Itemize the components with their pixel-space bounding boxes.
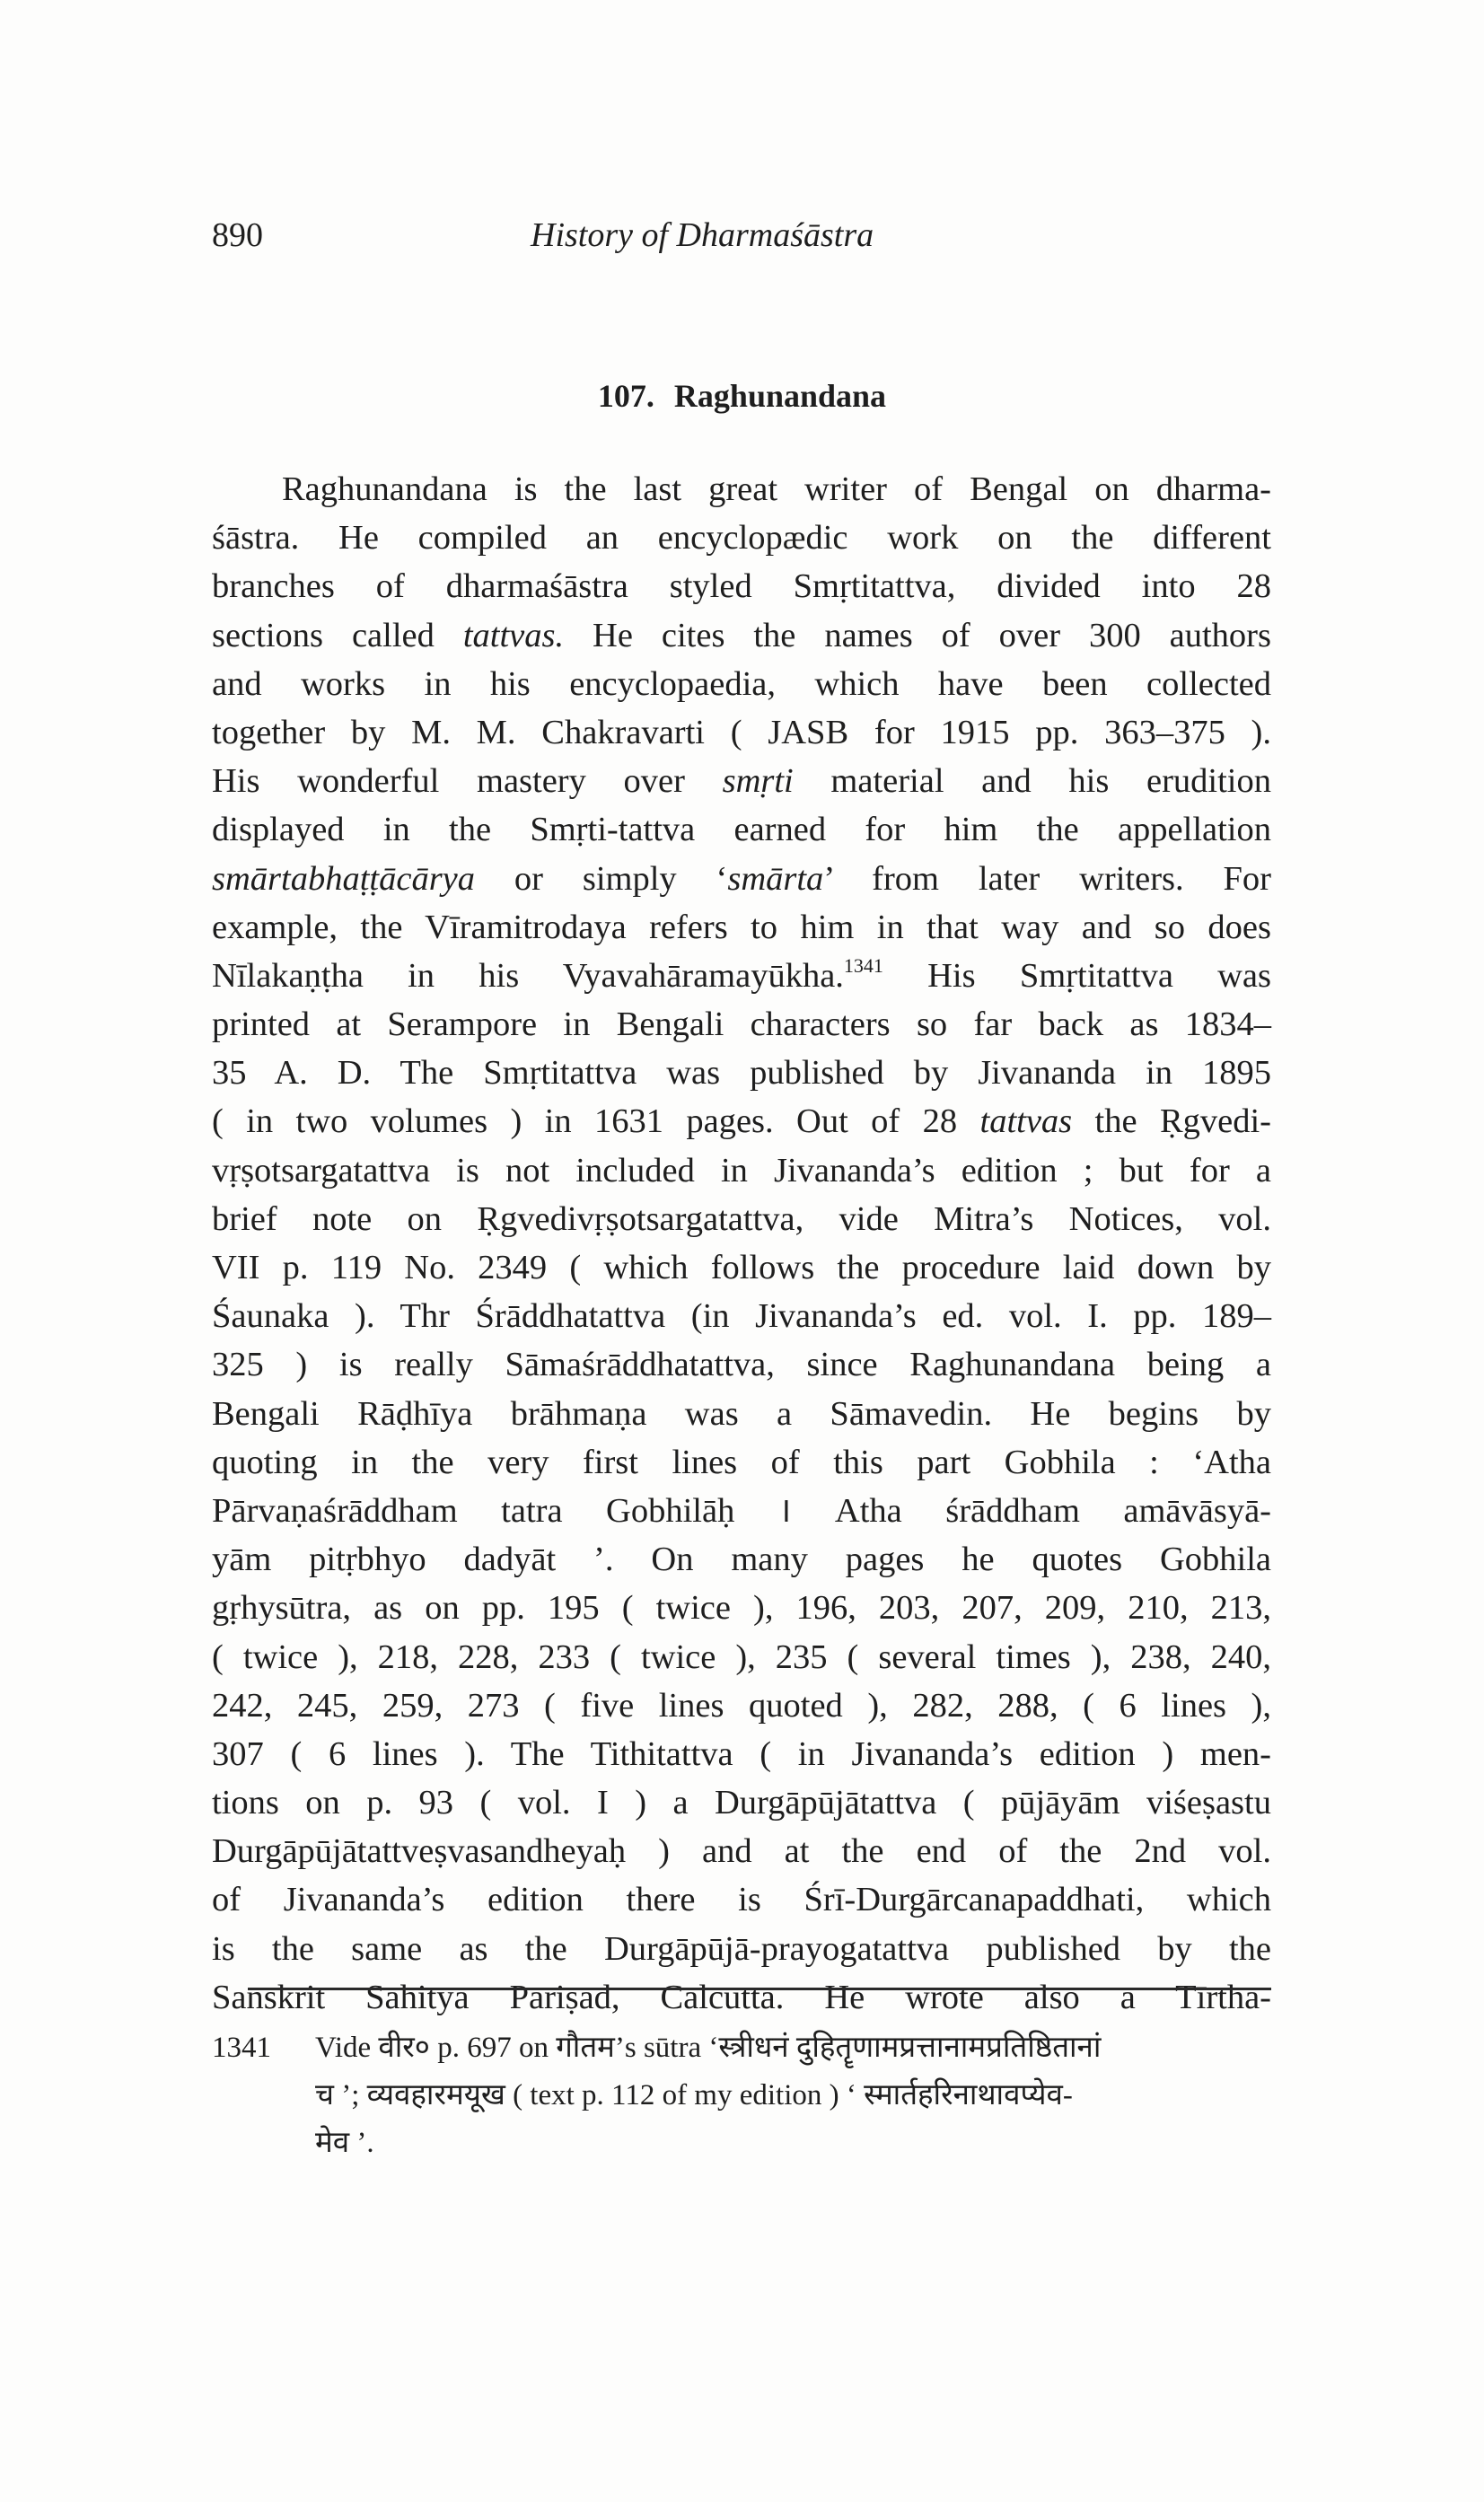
text-line: example, the Vīramitrodaya refers to him in that way and so does bbox=[212, 908, 1271, 946]
footnote-text bbox=[315, 2024, 1271, 2167]
text-line: VII p. 119 No. 2349 ( which follows the procedure laid down by bbox=[212, 1249, 1271, 1286]
text-line: yām pitṛbhyo dadyāt ’. On many pages he quotes Gobhila bbox=[212, 1541, 1271, 1579]
running-title: History of Dharmaśāstra bbox=[531, 216, 874, 254]
text-line: Bengali Rāḍhīya brāhmaṇa was a Sāmavedin. He begins by bbox=[212, 1394, 1271, 1433]
footnote-reference[interactable]: 1341 bbox=[843, 953, 883, 977]
text-run: Nīlakaṇṭha in his Vyavahāramayūkha. bbox=[212, 956, 844, 995]
footnote-line: Vide वीर० p. 697 on गौतम’s sūtra ‘स्त्रीधनं दुहितॄणामप्रत्तानामप्रतिष्ठितानां bbox=[315, 2032, 1102, 2064]
italic-term: smārtabhaṭṭācārya bbox=[212, 859, 476, 898]
text-line: Pārvaṇaśrāddham tatra Gobhilāḥ । Atha śrāddham amāvāsyā- bbox=[212, 1491, 1271, 1530]
text-line: and works in his encyclopaedia, which have been collected bbox=[212, 664, 1271, 703]
footnote-number: 1341 bbox=[212, 2032, 271, 2064]
body-paragraph bbox=[212, 465, 1271, 2022]
text-run: ’ from later writers. For bbox=[823, 859, 1271, 898]
text-line: vṛṣotsargatattva is not included in Jivananda’s edition ; but for a bbox=[212, 1151, 1271, 1190]
text-line: together by M. M. Chakravarti ( JASB for 1915 pp. 363–375 ). bbox=[212, 713, 1271, 751]
text-line: gṛhysūtra, as on pp. 195 ( twice ), 196, 203, 207, 209, 210, 213, bbox=[212, 1589, 1271, 1628]
footnote-divider bbox=[248, 1988, 1271, 1990]
text-line: 325 ) is really Sāmaśrāddhatattva, since Raghunandana being a bbox=[212, 1346, 1271, 1384]
section-number: 107. bbox=[597, 378, 654, 414]
text-line: quoting in the very first lines of this part Gobhila : ‘Atha bbox=[212, 1443, 1271, 1481]
text-line bbox=[212, 611, 1271, 660]
text-run: He cites the names of over 300 authors bbox=[564, 616, 1271, 654]
italic-term: smārta bbox=[727, 859, 824, 898]
text-line: displayed in the Smṛti-tattva earned for him the appellation bbox=[212, 811, 1271, 849]
italic-term: tattvas bbox=[979, 1102, 1073, 1141]
text-line: śāstra. He compiled an encyclopædic work on the different bbox=[212, 519, 1271, 557]
text-line: 242, 245, 259, 273 ( five lines quoted ), 282, 288, ( 6 lines ), bbox=[212, 1686, 1271, 1725]
text-run: His wonderful mastery over bbox=[212, 762, 723, 801]
text-line: is the same as the Durgāpūjā-prayogatattva published by the bbox=[212, 1929, 1271, 1968]
text-line bbox=[212, 952, 1271, 1000]
text-line: brief note on Ṛgvedivṛṣotsargatattva, vide Mitra’s Notices, vol. bbox=[212, 1199, 1271, 1238]
text-run: material and his erudition bbox=[793, 762, 1271, 801]
text-line: Durgāpūjātattveṣvasandheyaḥ ) and at the end of the 2nd vol. bbox=[212, 1832, 1271, 1871]
text-line bbox=[212, 1097, 1271, 1146]
text-line: tions on p. 93 ( vol. I ) a Durgāpūjātattva ( pūjāyām viśeṣastu bbox=[212, 1784, 1271, 1822]
text-line: 307 ( 6 lines ). The Tithitattva ( in Jivananda’s edition ) men- bbox=[212, 1734, 1271, 1773]
text-run: or simply ‘ bbox=[475, 859, 728, 898]
section-title: Raghunandana bbox=[673, 378, 887, 414]
text-line: Sanskrit Sāhitya Pariṣad, Calcutta. He wrote also a Tīrtha- bbox=[212, 1978, 1271, 2016]
text-run: His Smṛtitattva was bbox=[882, 956, 1271, 995]
footnote-line: च ’; व्यवहारमयूख ( text p. 112 of my edition ) ‘ स्मार्तहरिनाथावप्येव- bbox=[315, 2079, 1073, 2111]
text-run: sections called bbox=[212, 616, 463, 654]
text-line: of Jivananda’s edition there is Śrī-Durgārcanapaddhati, which bbox=[212, 1881, 1271, 1919]
text-line: Śaunaka ). Thr Śrāddhatattva (in Jivananda’s ed. vol. I. pp. 189– bbox=[212, 1297, 1271, 1336]
text-run: ( in two volumes ) in 1631 pages. Out of 28 bbox=[212, 1102, 980, 1141]
italic-term: smṛti bbox=[722, 762, 794, 801]
text-line: Raghunandana is the last great writer of Bengal on dharma- bbox=[282, 470, 1271, 508]
footnote-line: मेव ’. bbox=[315, 2127, 374, 2159]
text-run: the Ṛgvedi- bbox=[1072, 1102, 1271, 1141]
text-line: ( twice ), 218, 228, 233 ( twice ), 235 ( several times ), 238, 240, bbox=[212, 1637, 1271, 1676]
text-line bbox=[212, 757, 1271, 805]
page-number: 890 bbox=[212, 216, 263, 254]
section-heading bbox=[0, 377, 1484, 415]
italic-term: tattvas. bbox=[462, 616, 565, 654]
text-line: printed at Serampore in Bengali characters so far back as 1834– bbox=[212, 1005, 1271, 1044]
running-head bbox=[212, 215, 1271, 269]
text-line: 35 A. D. The Smṛtitattva was published by Jivananda in 1895 bbox=[212, 1054, 1271, 1093]
text-line: branches of dharmaśāstra styled Smṛtitattva, divided into 28 bbox=[212, 567, 1271, 606]
text-line bbox=[212, 855, 1271, 903]
